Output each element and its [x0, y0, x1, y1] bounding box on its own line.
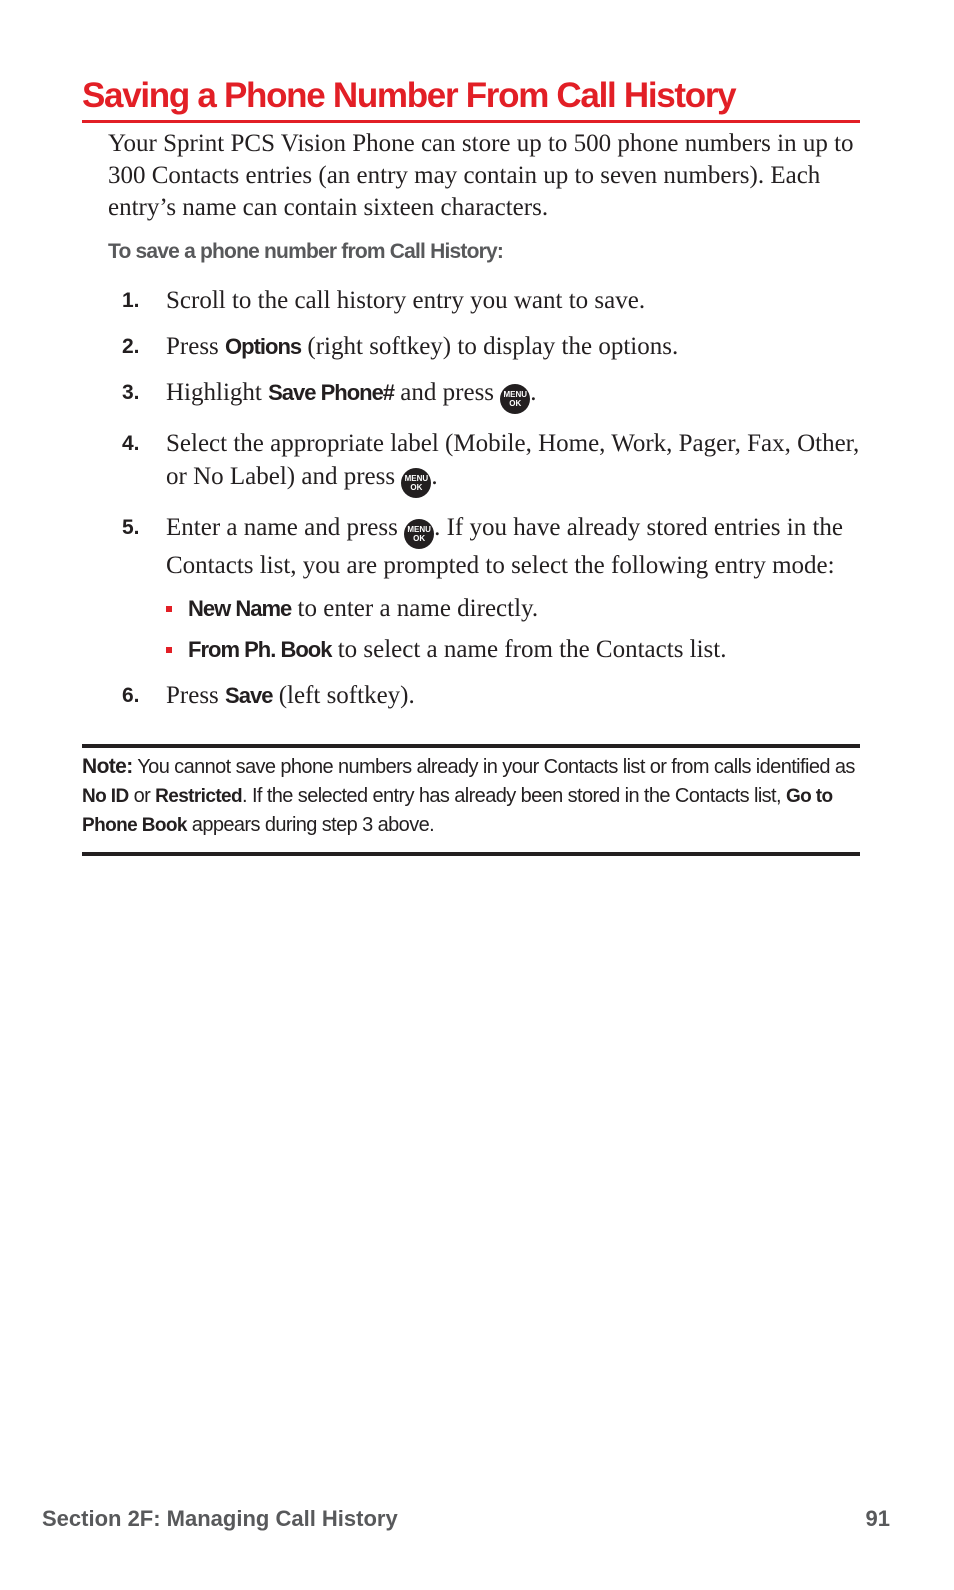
step-4	[122, 427, 862, 498]
menu-key-label: MENU	[503, 390, 528, 399]
bullet-icon	[166, 606, 172, 612]
step-text: (right softkey) to display the options.	[301, 333, 679, 360]
step-text: Press	[166, 682, 226, 709]
go-to-phone-book-keyword: Go to Phone Book	[82, 786, 833, 836]
menu-ok-key-icon	[401, 468, 431, 498]
ok-key-label: OK	[410, 483, 423, 492]
entry-mode-list	[166, 592, 862, 666]
step-number: 4.	[122, 432, 140, 455]
step-number: 2.	[122, 335, 140, 358]
no-id-keyword: No ID	[82, 786, 129, 807]
entry-mode-text: to select a name from the Contacts list.	[331, 636, 727, 663]
step-number: 1.	[122, 289, 140, 312]
ok-key-label: OK	[509, 399, 522, 408]
step-text: Select the appropriate label (Mobile, Home, Work, Pager, Fax, Other, or No Label) and press	[166, 430, 860, 490]
page-number: 91	[865, 1506, 890, 1531]
note-text: You cannot save phone numbers already in your Contacts list or from calls identified as	[132, 756, 855, 778]
new-name-keyword: New Name	[188, 596, 292, 621]
step-text: Press	[166, 333, 226, 360]
step-text: (left softkey).	[272, 682, 415, 709]
note-box	[82, 744, 860, 856]
entry-mode-from-ph-book	[166, 633, 862, 666]
footer-section-title: Section 2F: Managing Call History	[42, 1506, 398, 1531]
step-number: 6.	[122, 684, 140, 707]
entry-mode-new-name	[166, 592, 862, 625]
menu-ok-key-icon	[500, 384, 530, 414]
step-text: Highlight	[166, 379, 269, 406]
bullet-icon	[166, 647, 172, 653]
ok-key-label: OK	[413, 534, 426, 543]
step-text: .	[431, 463, 438, 490]
save-phone-keyword: Save Phone#	[268, 380, 395, 405]
restricted-keyword: Restricted	[155, 786, 243, 807]
from-ph-book-keyword: From Ph. Book	[188, 637, 332, 662]
step-text: .	[530, 379, 537, 406]
menu-ok-key-icon	[404, 519, 434, 549]
step-text: Scroll to the call history entry you want to save.	[166, 287, 646, 314]
note-text: . If the selected entry has already been stored in the Contacts list,	[242, 785, 786, 807]
step-5	[122, 511, 862, 666]
options-keyword: Options	[225, 334, 302, 359]
step-text: Enter a name and press	[166, 514, 405, 541]
page-title: Saving a Phone Number From Call History	[82, 72, 860, 123]
step-3	[122, 376, 862, 414]
procedure-heading: To save a phone number from Call History:	[108, 240, 504, 263]
steps-list	[122, 284, 862, 725]
step-text: . If you have already stored entries in the Contacts list, you are prompted to select the following entry mode:	[166, 514, 843, 579]
menu-key-label: MENU	[404, 474, 429, 483]
step-2	[122, 330, 862, 363]
note-label: Note:	[82, 755, 133, 778]
note-text: or	[128, 785, 156, 807]
intro-paragraph: Your Sprint PCS Vision Phone can store up to 500 phone numbers in up to 300 Contacts entries (an entry may contain up to seven numbers). Each entry’s name can contain sixteen characters.	[108, 130, 854, 221]
step-number: 5.	[122, 516, 140, 539]
step-6	[122, 679, 862, 712]
menu-key-label: MENU	[407, 525, 431, 534]
step-1	[122, 284, 862, 317]
note-text: appears during step 3 above.	[186, 814, 435, 836]
save-keyword: Save	[225, 683, 273, 708]
step-number: 3.	[122, 381, 140, 404]
step-text: and press	[394, 379, 501, 406]
entry-mode-text: to enter a name directly.	[291, 595, 539, 622]
